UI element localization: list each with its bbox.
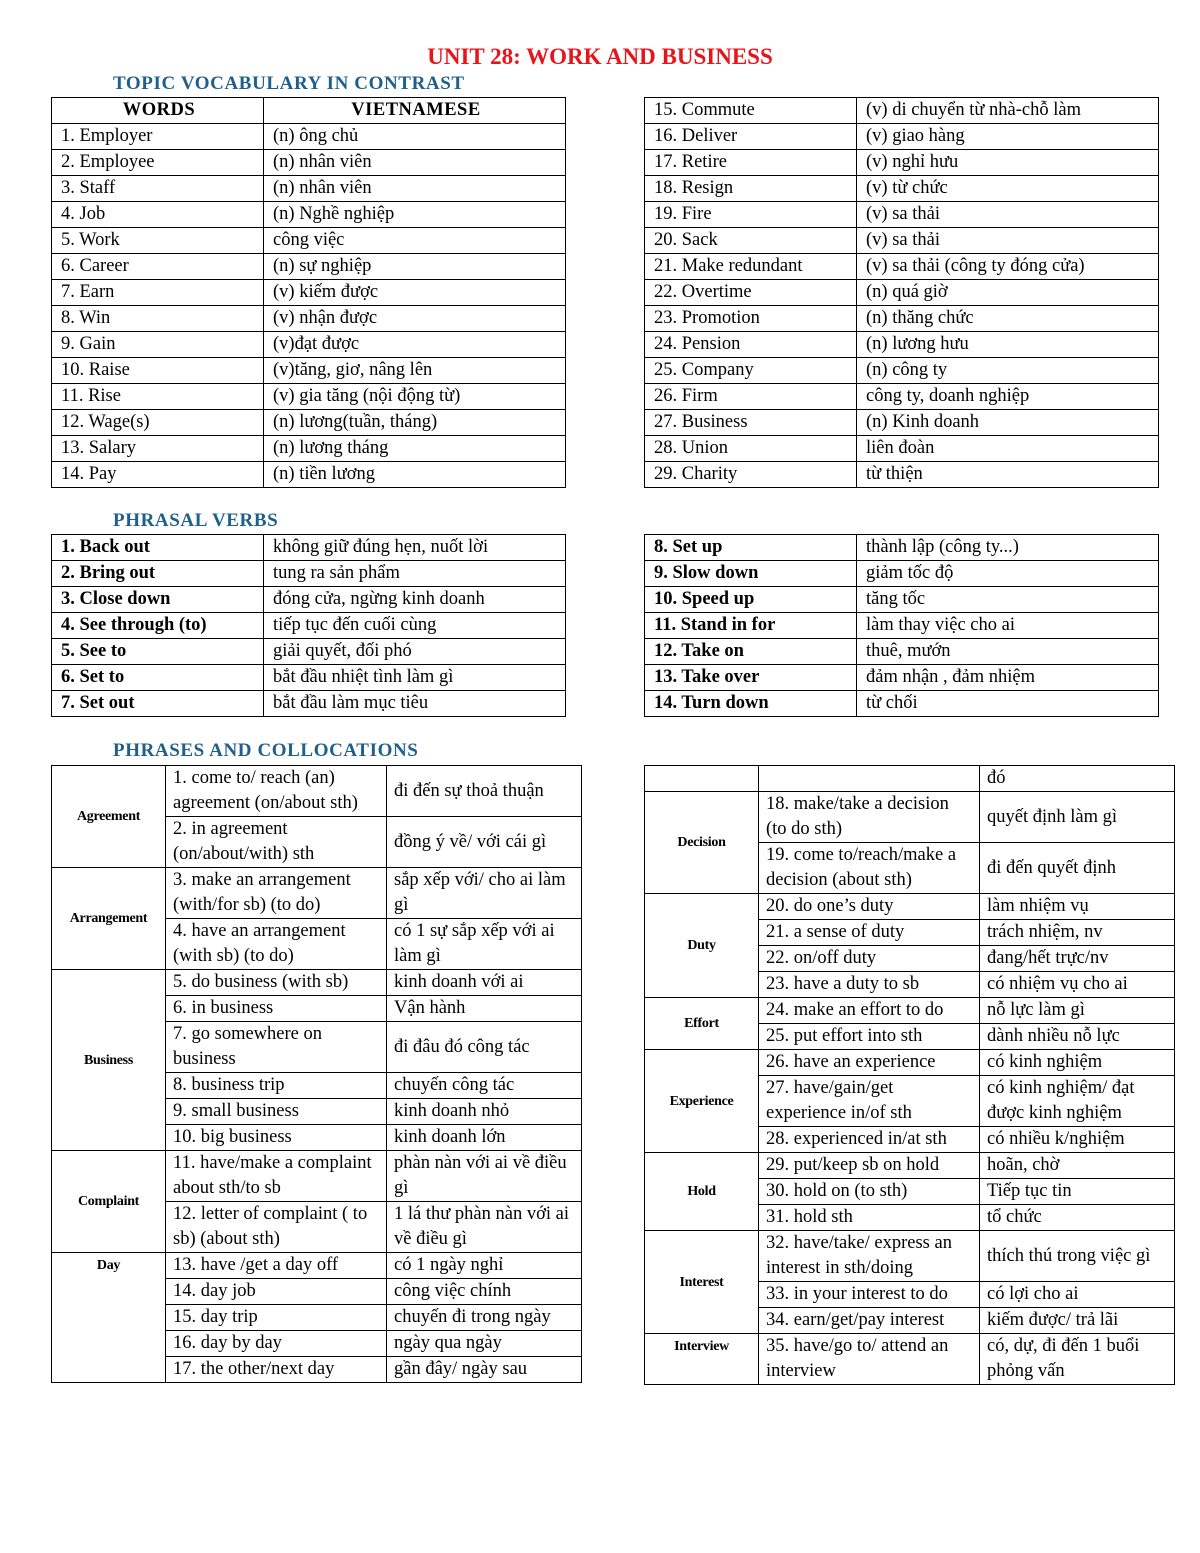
word-cell: 15. Commute [645,98,857,124]
word-cell: 5. Work [52,228,264,254]
meaning-cell: làm nhiệm vụ [980,894,1175,920]
meaning-cell: bắt đầu làm mục tiêu [264,691,566,717]
meaning-cell: (v) nghỉ hưu [857,150,1159,176]
table-row [645,462,1159,488]
word-cell: 8. Set up [645,535,857,561]
meaning-cell: kinh doanh nhỏ [387,1099,582,1125]
meaning-cell: (n) tiền lương [264,462,566,488]
meaning-cell: giải quyết, đối phó [264,639,566,665]
word-cell: 12. Take on [645,639,857,665]
table-row [645,792,1175,843]
table-row [645,150,1159,176]
word-cell: 20. Sack [645,228,857,254]
meaning-cell: Vận hành [387,996,582,1022]
meaning-cell: đi đến sự thoả thuận [387,766,582,817]
table-row [645,202,1159,228]
table-row [645,1153,1175,1179]
word-cell: 3. Staff [52,176,264,202]
phrase-cell: 11. have/make a complaint about sth/to sb [166,1151,387,1202]
word-cell: 5. See to [52,639,264,665]
phrase-cell: 5. do business (with sb) [166,970,387,996]
meaning-cell: (n) quá giờ [857,280,1159,306]
meaning-cell: đóng cửa, ngừng kinh doanh [264,587,566,613]
table-row [645,1334,1175,1385]
meaning-cell: thành lập (công ty...) [857,535,1159,561]
category-cell: Hold [645,1153,759,1231]
phrase-cell: 10. big business [166,1125,387,1151]
table-row [52,1253,582,1279]
meaning-cell: (n) thăng chức [857,306,1159,332]
phrase-cell: 31. hold sth [759,1205,980,1231]
table-row [645,358,1159,384]
meaning-cell: hoãn, chờ [980,1153,1175,1179]
category-cell: Interview [645,1334,759,1385]
meaning-cell: thích thú trong việc gì [980,1231,1175,1282]
table-row [645,998,1175,1024]
word-cell: 27. Business [645,410,857,436]
word-cell: 26. Firm [645,384,857,410]
table-row [52,410,566,436]
word-cell: 7. Earn [52,280,264,306]
category-cell: Agreement [52,766,166,868]
meaning-cell: đó [980,766,1175,792]
phrase-cell: 15. day trip [166,1305,387,1331]
table-row [52,970,582,996]
meaning-cell: tiếp tục đến cuối cùng [264,613,566,639]
header-words: WORDS [52,98,264,124]
table-row [52,639,566,665]
meaning-cell: (v) từ chức [857,176,1159,202]
table-row [645,766,1175,792]
table-row [52,665,566,691]
meaning-cell: (n) sự nghiệp [264,254,566,280]
phrase-cell: 29. put/keep sb on hold [759,1153,980,1179]
word-cell: 14. Pay [52,462,264,488]
phrasal-verbs-table-right [644,534,1159,717]
table-row [52,358,566,384]
table-row [52,462,566,488]
table-row [645,1231,1175,1282]
table-row [52,254,566,280]
meaning-cell: (n) Nghề nghiệp [264,202,566,228]
table-row [52,691,566,717]
phrase-cell: 7. go somewhere on business [166,1022,387,1073]
meaning-cell: bắt đầu nhiệt tình làm gì [264,665,566,691]
table-row [645,306,1159,332]
category-cell: Duty [645,894,759,998]
meaning-cell: công ty, doanh nghiệp [857,384,1159,410]
meaning-cell: (n) lương hưu [857,332,1159,358]
meaning-cell: (n) ông chủ [264,124,566,150]
table-row [645,384,1159,410]
word-cell: 4. See through (to) [52,613,264,639]
table-row [52,587,566,613]
meaning-cell: dành nhiều nỗ lực [980,1024,1175,1050]
meaning-cell: chuyến đi trong ngày [387,1305,582,1331]
table-row [52,766,582,817]
word-cell: 4. Job [52,202,264,228]
word-cell: 8. Win [52,306,264,332]
word-cell: 1. Back out [52,535,264,561]
table-row [645,98,1159,124]
table-row [645,124,1159,150]
phrase-cell: 33. in your interest to do [759,1282,980,1308]
meaning-cell: từ thiện [857,462,1159,488]
table-row [52,436,566,462]
table-row [52,384,566,410]
word-cell: 10. Raise [52,358,264,384]
table-row [645,410,1159,436]
meaning-cell: kinh doanh với ai [387,970,582,996]
table-row [645,587,1159,613]
meaning-cell: có 1 ngày nghỉ [387,1253,582,1279]
word-cell: 23. Promotion [645,306,857,332]
section-heading-phrasal-verbs: PHRASAL VERBS [113,510,279,531]
word-cell: 9. Slow down [645,561,857,587]
table-row [52,202,566,228]
phrase-cell: 25. put effort into sth [759,1024,980,1050]
word-cell: 28. Union [645,436,857,462]
meaning-cell: tăng tốc [857,587,1159,613]
meaning-cell: thuê, mướn [857,639,1159,665]
meaning-cell: tung ra sản phẩm [264,561,566,587]
table-row [52,280,566,306]
table-row [52,228,566,254]
phrase-cell: 32. have/take/ express an interest in sth/doing [759,1231,980,1282]
phrase-cell: 28. experienced in/at sth [759,1127,980,1153]
meaning-cell: ngày qua ngày [387,1331,582,1357]
meaning-cell: công việc chính [387,1279,582,1305]
category-cell: Arrangement [52,868,166,970]
word-cell: 16. Deliver [645,124,857,150]
phrase-cell: 13. have /get a day off [166,1253,387,1279]
word-cell: 9. Gain [52,332,264,358]
meaning-cell: (v) di chuyển từ nhà-chỗ làm [857,98,1159,124]
table-row [52,613,566,639]
meaning-cell: (n) nhân viên [264,150,566,176]
phrase-cell [759,766,980,792]
meaning-cell: có nhiệm vụ cho ai [980,972,1175,998]
meaning-cell: từ chối [857,691,1159,717]
table-row [645,228,1159,254]
table-row [52,124,566,150]
meaning-cell: (v)tăng, giơ, nâng lên [264,358,566,384]
phrase-cell: 9. small business [166,1099,387,1125]
phrase-cell: 18. make/take a decision (to do sth) [759,792,980,843]
table-row [645,436,1159,462]
word-cell: 29. Charity [645,462,857,488]
meaning-cell: đồng ý về/ với cái gì [387,817,582,868]
phrase-cell: 1. come to/ reach (an) agreement (on/about sth) [166,766,387,817]
phrase-cell: 23. have a duty to sb [759,972,980,998]
vocab-table-right [644,97,1159,488]
meaning-cell: (v)đạt được [264,332,566,358]
page-title: UNIT 28: WORK AND BUSINESS [427,44,773,69]
meaning-cell: có lợi cho ai [980,1282,1175,1308]
phrase-cell: 19. come to/reach/make a decision (about sth) [759,843,980,894]
phrase-cell: 14. day job [166,1279,387,1305]
meaning-cell: liên đoàn [857,436,1159,462]
table-row [645,613,1159,639]
meaning-cell: (n) nhân viên [264,176,566,202]
meaning-cell: tổ chức [980,1205,1175,1231]
table-row [645,535,1159,561]
meaning-cell: có, dự, đi đến 1 buổi phỏng vấn [980,1334,1175,1385]
collocations-table-left [51,765,582,1383]
category-cell: Business [52,970,166,1151]
meaning-cell: có kinh nghiệm [980,1050,1175,1076]
meaning-cell: có nhiều k/nghiệm [980,1127,1175,1153]
meaning-cell: làm thay việc cho ai [857,613,1159,639]
phrase-cell: 35. have/go to/ attend an interview [759,1334,980,1385]
word-cell: 21. Make redundant [645,254,857,280]
meaning-cell: (n) lương tháng [264,436,566,462]
meaning-cell: (v) sa thải (công ty đóng cửa) [857,254,1159,280]
meaning-cell: (v) kiếm được [264,280,566,306]
table-row [645,665,1159,691]
table-row [52,535,566,561]
word-cell: 2. Employee [52,150,264,176]
word-cell: 6. Set to [52,665,264,691]
meaning-cell: Tiếp tục tin [980,1179,1175,1205]
table-row [645,894,1175,920]
phrase-cell: 21. a sense of duty [759,920,980,946]
table-row [52,868,582,919]
word-cell: 14. Turn down [645,691,857,717]
meaning-cell: gần đây/ ngày sau [387,1357,582,1383]
meaning-cell: có kinh nghiệm/ đạt được kinh nghiệm [980,1076,1175,1127]
word-cell: 13. Take over [645,665,857,691]
meaning-cell: (n) Kinh doanh [857,410,1159,436]
category-cell: Interest [645,1231,759,1334]
phrase-cell: 22. on/off duty [759,946,980,972]
phrase-cell: 24. make an effort to do [759,998,980,1024]
meaning-cell: (n) lương(tuần, tháng) [264,410,566,436]
meaning-cell: trách nhiệm, nv [980,920,1175,946]
table-row [645,280,1159,306]
word-cell: 19. Fire [645,202,857,228]
table-row [645,1050,1175,1076]
phrase-cell: 27. have/gain/get experience in/of sth [759,1076,980,1127]
meaning-cell: (v) gia tăng (nội động từ) [264,384,566,410]
category-cell: Day [52,1253,166,1383]
word-cell: 7. Set out [52,691,264,717]
table-row [52,176,566,202]
phrasal-verbs-table-left [51,534,566,717]
meaning-cell: đảm nhận , đảm nhiệm [857,665,1159,691]
phrase-cell: 2. in agreement (on/about/with) sth [166,817,387,868]
meaning-cell: đang/hết trực/nv [980,946,1175,972]
meaning-cell: đi đâu đó công tác [387,1022,582,1073]
table-row [645,639,1159,665]
word-cell: 25. Company [645,358,857,384]
meaning-cell: sắp xếp với/ cho ai làm gì [387,868,582,919]
meaning-cell: chuyến công tác [387,1073,582,1099]
meaning-cell: 1 lá thư phàn nàn với ai về điều gì [387,1202,582,1253]
section-heading-vocab: TOPIC VOCABULARY IN CONTRAST [113,73,465,94]
word-cell: 11. Rise [52,384,264,410]
phrase-cell: 12. letter of complaint ( to sb) (about sth) [166,1202,387,1253]
table-row [52,332,566,358]
word-cell: 3. Close down [52,587,264,613]
word-cell: 6. Career [52,254,264,280]
phrase-cell: 8. business trip [166,1073,387,1099]
table-row [645,691,1159,717]
category-cell: Decision [645,792,759,894]
phrase-cell: 26. have an experience [759,1050,980,1076]
collocations-table-right [644,765,1175,1385]
meaning-cell: (v) nhận được [264,306,566,332]
meaning-cell: đi đến quyết định [980,843,1175,894]
meaning-cell: (v) sa thải [857,228,1159,254]
meaning-cell: công việc [264,228,566,254]
phrase-cell: 6. in business [166,996,387,1022]
table-row [52,150,566,176]
meaning-cell: kiếm được/ trả lãi [980,1308,1175,1334]
meaning-cell: (n) công ty [857,358,1159,384]
meaning-cell: kinh doanh lớn [387,1125,582,1151]
word-cell: 12. Wage(s) [52,410,264,436]
phrase-cell: 30. hold on (to sth) [759,1179,980,1205]
category-cell: Experience [645,1050,759,1153]
meaning-cell: (v) sa thải [857,202,1159,228]
table-row [645,176,1159,202]
table-row [52,561,566,587]
word-cell: 1. Employer [52,124,264,150]
word-cell: 10. Speed up [645,587,857,613]
word-cell: 17. Retire [645,150,857,176]
phrase-cell: 4. have an arrangement (with sb) (to do) [166,919,387,970]
word-cell: 24. Pension [645,332,857,358]
category-cell [645,766,759,792]
meaning-cell: (v) giao hàng [857,124,1159,150]
meaning-cell: nỗ lực làm gì [980,998,1175,1024]
phrase-cell: 34. earn/get/pay interest [759,1308,980,1334]
word-cell: 11. Stand in for [645,613,857,639]
phrase-cell: 20. do one’s duty [759,894,980,920]
meaning-cell: phàn nàn với ai về điều gì [387,1151,582,1202]
table-row [645,332,1159,358]
meaning-cell: có 1 sự sắp xếp với ai làm gì [387,919,582,970]
category-cell: Complaint [52,1151,166,1253]
phrase-cell: 17. the other/next day [166,1357,387,1383]
section-heading-phrases-collocations: PHRASES AND COLLOCATIONS [113,740,419,761]
vocab-table-left [51,97,566,488]
meaning-cell: không giữ đúng hẹn, nuốt lời [264,535,566,561]
word-cell: 22. Overtime [645,280,857,306]
category-cell: Effort [645,998,759,1050]
table-row [52,1151,582,1202]
table-row [645,561,1159,587]
phrase-cell: 16. day by day [166,1331,387,1357]
table-row [52,306,566,332]
header-vietnamese: VIETNAMESE [264,98,566,124]
word-cell: 13. Salary [52,436,264,462]
phrase-cell: 3. make an arrangement (with/for sb) (to do) [166,868,387,919]
meaning-cell: quyết định làm gì [980,792,1175,843]
word-cell: 2. Bring out [52,561,264,587]
meaning-cell: giảm tốc độ [857,561,1159,587]
word-cell: 18. Resign [645,176,857,202]
table-row [645,254,1159,280]
